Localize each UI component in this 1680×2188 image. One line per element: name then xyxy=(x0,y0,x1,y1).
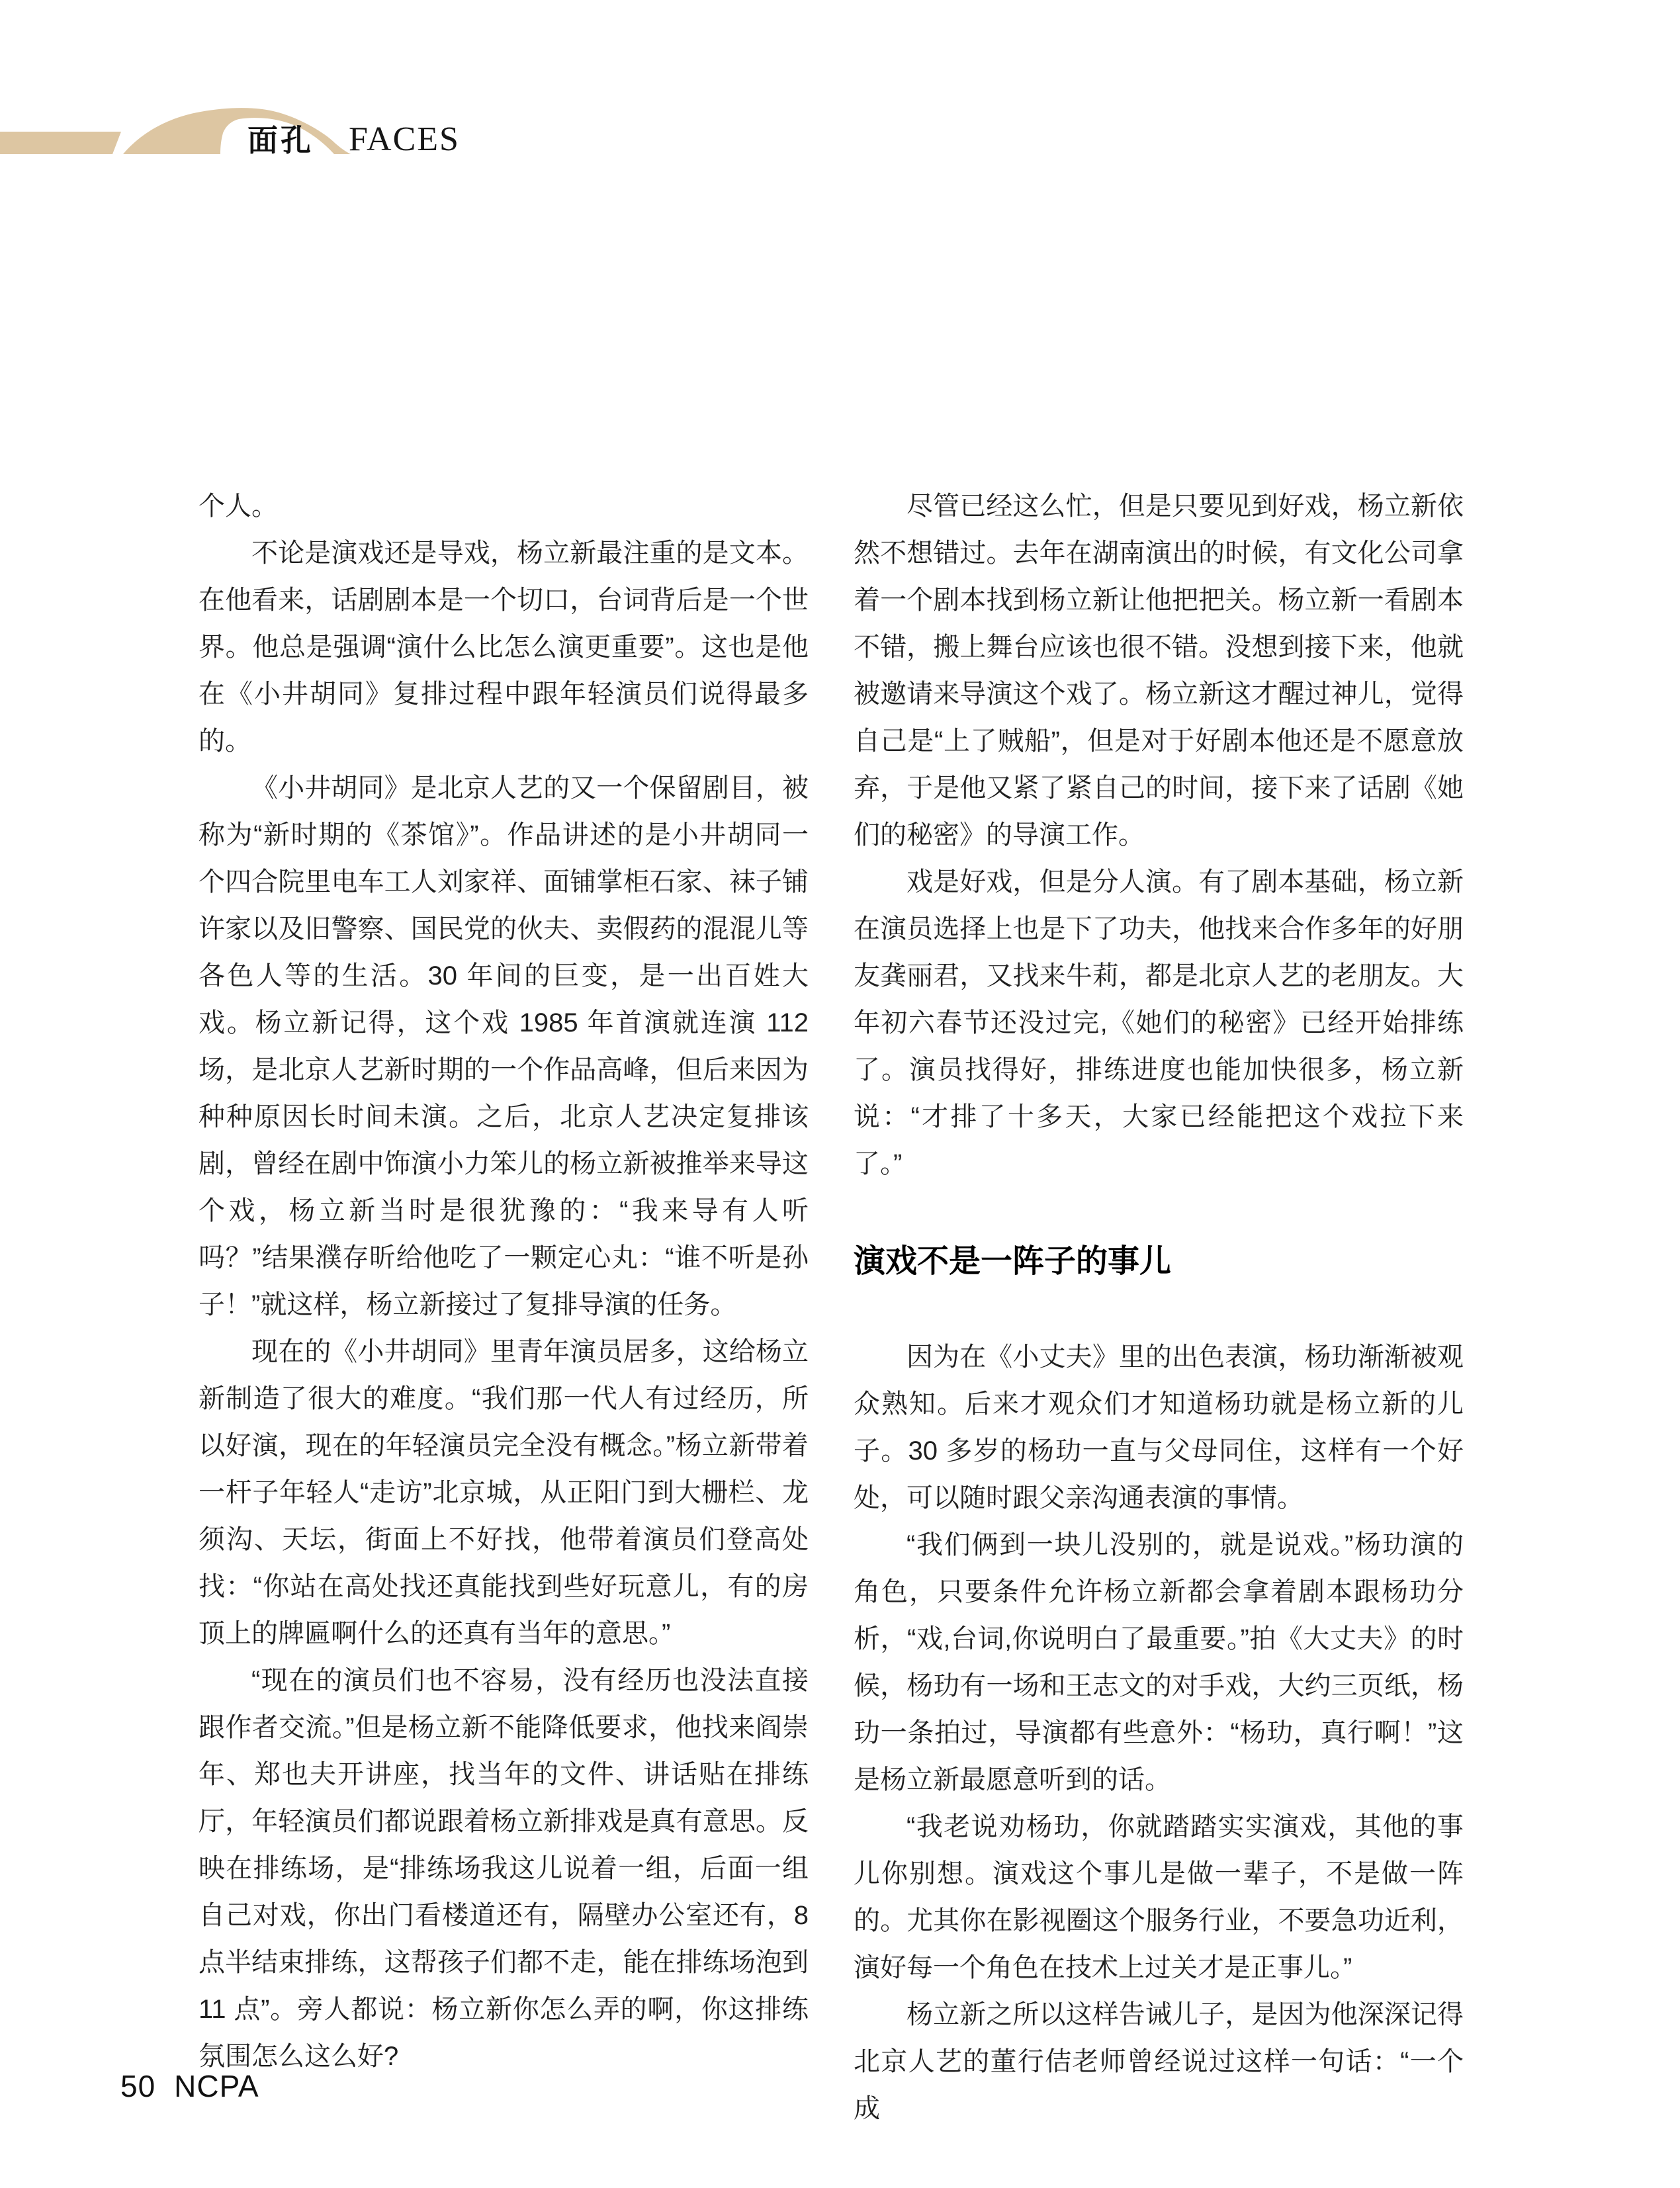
page-footer xyxy=(120,2068,259,2104)
paragraph: “现在的演员们也不容易，没有经历也没法直接跟作者交流。”但是杨立新不能降低要求，他找来阎崇年、郑也夫开讲座，找当年的文件、讲话贴在排练厅，年轻演员们都说跟着杨立新排戏是真有意思。反映在排练场，是“排练场我这儿说着一组，后面一组自己对戏，你出门看楼道还有，隔壁办公室还有，8 点半结束排练，这帮孩子们都不走，能在排练场泡到 11 点”。旁人都说：杨立新你怎么弄的啊，你这排练氛围怎么这么好? xyxy=(199,1666,809,2071)
article-column-right xyxy=(854,483,1464,2132)
paragraph: 现在的《小井胡同》里青年演员居多，这给杨立新制造了很大的难度。“我们那一代人有过经历，所以好演，现在的年轻演员完全没有概念。”杨立新带着一杆子年轻人“走访”北京城，从正阳门到大栅栏、龙须沟、天坛，街面上不好找，他带着演员们登高处找：“你站在高处找还真能找到些好玩意儿，有的房顶上的牌匾啊什么的还真有当年的意思。” xyxy=(199,1337,809,1648)
section-title-en: FACES xyxy=(349,120,460,158)
paragraph: “我老说劝杨玏，你就踏踏实实演戏，其他的事儿你别想。演戏这个事儿是做一辈子，不是做一阵的。尤其你在影视圈这个服务行业，不要急功近利，演好每一个角色在技术上过关才是正事儿。” xyxy=(854,1812,1464,1982)
header-swoosh-shape xyxy=(123,108,351,157)
paragraph: 《小井胡同》是北京人艺的又一个保留剧目，被称为“新时期的《茶馆》”。作品讲述的是小井胡同一个四合院里电车工人刘家祥、面铺掌柜石家、袜子铺许家以及旧警察、国民党的伙夫、卖假药的混混儿等各色人等的生活。30 年间的巨变，是一出百姓大戏。杨立新记得，这个戏 1985 年首演就连演 112 场，是北京人艺新时期的一个作品高峰，但后来因为种种原因长时间未演。之后，北京人艺决定复排该剧，曾经在剧中饰演小力笨儿的杨立新被推举来导这个戏，杨立新当时是很犹豫的：“我来导有人听吗？”结果濮存昕给他吃了一颗定心丸：“谁不听是孙子！”就这样，杨立新接过了复排导演的任务。 xyxy=(199,773,809,1319)
section-title-cn: 面孔 xyxy=(247,123,314,157)
magazine-name: NCPA xyxy=(174,2069,259,2103)
paragraph: “我们俩到一块儿没别的，就是说戏。”杨玏演的角色，只要条件允许杨立新都会拿着剧本跟杨玏分析，“戏,台词,你说明白了最重要。”拍《大丈夫》的时候，杨玏有一场和王志文的对手戏，大约三页纸，杨玏一条拍过，导演都有些意外：“杨玏，真行啊！”这是杨立新最愿意听到的话。 xyxy=(854,1530,1464,1794)
page-number: 50 xyxy=(120,2069,156,2103)
article-column-left xyxy=(199,483,809,2080)
paragraph: 不论是演戏还是导戏，杨立新最注重的是文本。在他看来，话剧剧本是一个切口，台词背后是一个世界。他总是强调“演什么比怎么演更重要”。这也是他在《小井胡同》复排过程中跟年轻演员们说得最多的。 xyxy=(199,539,809,756)
header-bar-shape xyxy=(0,132,121,154)
paragraph-group-after-heading xyxy=(854,1334,1464,2132)
paragraph-group-before-heading xyxy=(854,483,1464,1188)
paragraph: 个人。 xyxy=(199,492,278,521)
paragraph: 因为在《小丈夫》里的出色表演，杨玏渐渐被观众熟知。后来才观众们才知道杨玏就是杨立新的儿子。30 多岁的杨玏一直与父母同住，这样有一个好处，可以随时跟父亲沟通表演的事情。 xyxy=(854,1342,1464,1512)
paragraph: 尽管已经这么忙，但是只要见到好戏，杨立新依然不想错过。去年在湖南演出的时候，有文化公司拿着一个剧本找到杨立新让他把把关。杨立新一看剧本不错，搬上舞台应该也很不错。没想到接下来，他就被邀请来导演这个戏了。杨立新这才醒过神儿，觉得自己是“上了贼船”，但是对于好剧本他还是不愿意放弃，于是他又紧了紧自己的时间，接下来了话剧《她们的秘密》的导演工作。 xyxy=(854,492,1464,850)
section-heading: 演戏不是一阵子的事儿 xyxy=(854,1244,1172,1279)
paragraph: 戏是好戏，但是分人演。有了剧本基础，杨立新在演员选择上也是下了功夫，他找来合作多年的好朋友龚丽君，又找来牛莉，都是北京人艺的老朋友。大年初六春节还没过完,《她们的秘密》已经开始排练了。演员找得好，排练进度也能加快很多，杨立新说：“才排了十多天，大家已经能把这个戏拉下来了。” xyxy=(854,867,1464,1178)
paragraph: 杨立新之所以这样告诫儿子，是因为他深深记得北京人艺的董行佶老师曾经说过这样一句话：“一个成 xyxy=(854,2000,1464,2123)
